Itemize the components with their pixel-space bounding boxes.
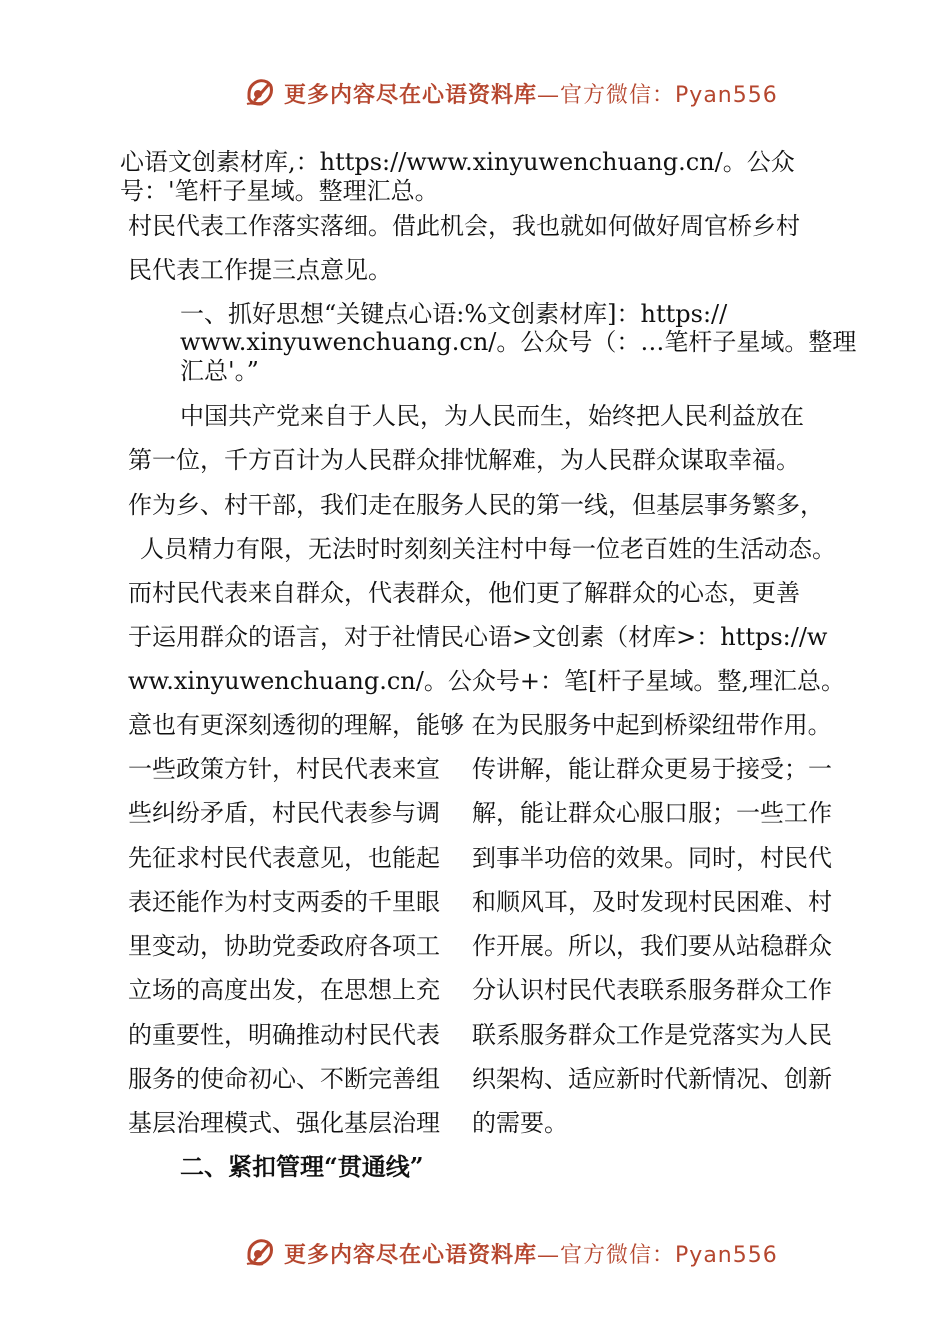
brush-pen-logo-icon (243, 74, 279, 110)
section-heading-2: 二、紧扣管理“贯通线” (180, 1152, 424, 1181)
column-line: 解，能让群众心服口服；一些工作 (472, 799, 832, 828)
brush-pen-logo-icon (243, 1234, 279, 1270)
column-line: 先征求村民代表意见，也能起 (128, 843, 440, 872)
paragraph-line: 而村民代表来自群众，代表群众，他们更了解群众的心态，更善 (128, 579, 800, 607)
column-line: 织架构、适应新时代新情况、创新 (472, 1065, 832, 1094)
column-line: 分认识村民代表联系服务群众工作 (472, 976, 832, 1005)
section-heading-1: 一、抓好思想“关键点心语:%文创素材库]：https:// (180, 300, 728, 328)
banner-wechat-id: Pyan556 (675, 83, 778, 108)
text-line: 村民代表工作落实落细。借此机会，我也就如何做好周官桥乡村 (128, 212, 800, 240)
column-line: 传讲解，能让群众更易于接受；一 (472, 755, 832, 783)
column-line: 联系服务群众工作是党落实为人民 (472, 1020, 832, 1049)
paragraph-line: ww.xinyuwenchuang.cn/。公众号+：笔[杆子星域。整,理汇总。 (128, 667, 845, 695)
paragraph-line: 第一位，千方百计为人民群众排忧解难，为人民群众谋取幸福。 (128, 446, 800, 474)
banner-text (284, 1238, 778, 1269)
banner-separator-text: —官方微信： (537, 1243, 676, 1268)
column-line: 里变动，协助党委政府各项工 (128, 932, 440, 961)
paragraph-line: 人员精力有限，无法时时刻刻关注村中每一位老百姓的生活动态。 (140, 535, 836, 563)
left-text-column (128, 747, 440, 1146)
column-line: 的需要。 (472, 1109, 568, 1138)
banner-main-text: 更多内容尽在心语资料库 (284, 1242, 538, 1268)
footer-banner (0, 1228, 950, 1278)
column-line: 些纠纷矛盾，村民代表参与调 (128, 799, 440, 828)
right-text-column (472, 747, 832, 1146)
column-line: 到事半功倍的效果。同时，村民代 (472, 843, 832, 872)
paragraph-line: 作为乡、村干部，我们走在服务人民的第一线，但基层事务繁多， (128, 491, 824, 519)
text-line: 号：'笔杆子星域。整理汇总。 (120, 177, 439, 205)
column-line: 表还能作为村支两委的千里眼 (128, 887, 440, 916)
paragraph-line: 意也有更深刻透彻的理解，能够 在为民服务中起到桥梁纽带作用。 (128, 711, 832, 739)
column-line: 和顺风耳，及时发现村民困难、村 (472, 887, 832, 916)
column-line: 的重要性，明确推动村民代表 (128, 1020, 440, 1049)
column-line: 作开展。所以，我们要从站稳群众 (472, 932, 832, 961)
column-line: 基层治理模式、强化基层治理 (128, 1109, 440, 1138)
column-line: 立场的高度出发，在思想上充 (128, 976, 440, 1005)
banner-text (284, 78, 778, 109)
banner-separator-text: —官方微信： (537, 83, 676, 108)
banner-main-text: 更多内容尽在心语资料库 (284, 82, 538, 108)
text-line: 汇总'。” (180, 357, 259, 385)
paragraph-line: 中国共产党来自于人民，为人民而生，始终把人民利益放在 (180, 402, 804, 430)
column-line: 服务的使命初心、不断完善组 (128, 1065, 440, 1094)
text-line: 民代表工作提三点意见。 (128, 256, 392, 284)
banner-wechat-id: Pyan556 (675, 1243, 778, 1268)
column-line: 一些政策方针，村民代表来宣 (128, 755, 440, 783)
paragraph-line: 于运用群众的语言，对于社情民心语>文创素（材库>：https://w (128, 623, 828, 651)
text-line: www.xinyuwenchuang.cn/。公众号（：…笔杆子星域。整理 (180, 328, 857, 356)
header-banner (0, 68, 950, 118)
text-line: 心语文创素材库,：https://www.xinyuwenchuang.cn/。公众 (120, 148, 795, 176)
